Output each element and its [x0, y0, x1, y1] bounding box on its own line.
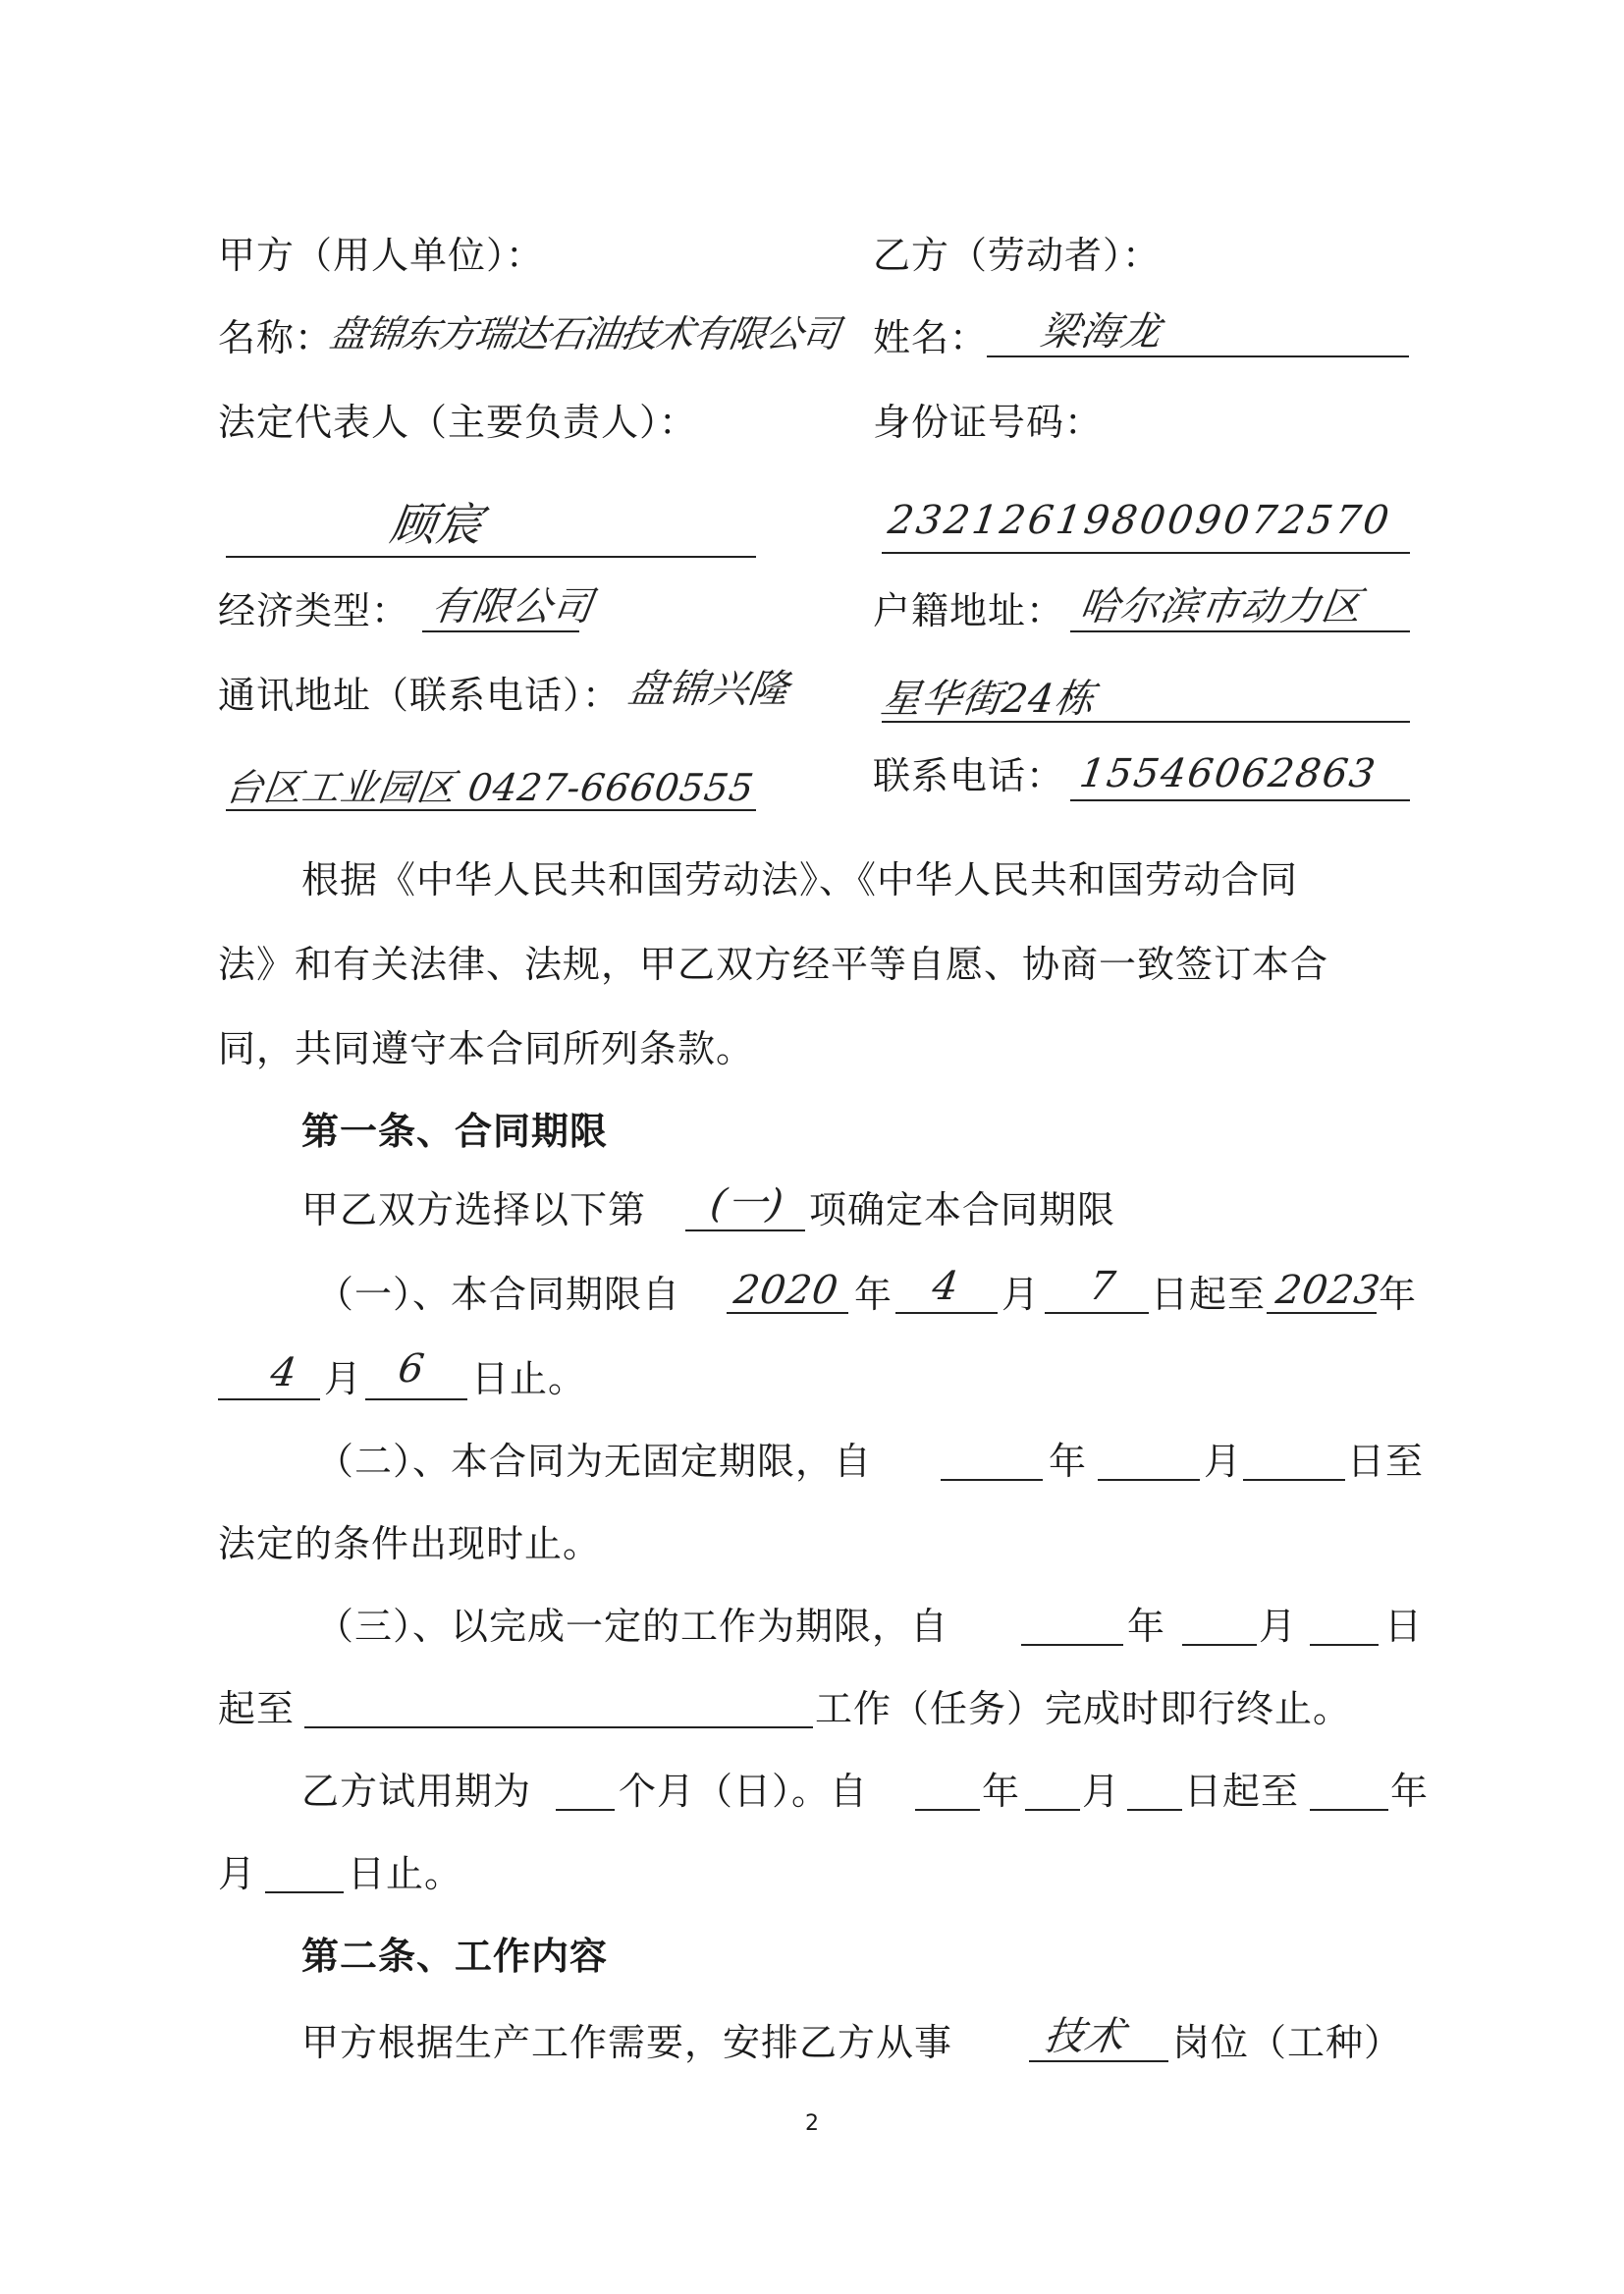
party-a-econ-label: 经济类型：	[218, 589, 410, 632]
party-b-phone-label: 联系电话：	[873, 754, 1065, 797]
option-2-day-underline	[1243, 1479, 1345, 1481]
trial-end-year-underline	[1310, 1809, 1388, 1811]
party-a-name-label: 名称：	[218, 316, 334, 359]
trial-mid: 个月（日）。自	[619, 1770, 869, 1813]
zhi-label: 日至	[1347, 1440, 1425, 1483]
option-3-month-underline	[1182, 1644, 1257, 1646]
day-label: 日	[1384, 1605, 1424, 1648]
option-1-end-year-underline	[1267, 1312, 1377, 1314]
intro-line-2: 法》和有关法律、法规，甲乙双方经平等自愿、协商一致签订本合	[218, 943, 1329, 986]
month-label-5: 月	[1082, 1770, 1121, 1813]
option-3-pre: （三）、以完成一定的工作为期限，自	[316, 1605, 949, 1648]
month-label-4: 月	[1259, 1605, 1298, 1648]
option-3-qi: 起至	[218, 1687, 296, 1730]
option-1-start-month: 4	[929, 1264, 962, 1309]
party-b-name-value: 梁海龙	[1037, 309, 1165, 355]
party-a-rep-value: 顾宸	[387, 498, 487, 551]
option-1-start-month-underline	[895, 1312, 998, 1314]
trial-length-underline	[556, 1809, 615, 1811]
party-b-hukou-value-1: 哈尔滨市动力区	[1076, 584, 1366, 629]
party-b-id-underline	[882, 552, 1410, 554]
party-a-heading: 甲方（用人单位）：	[218, 234, 545, 277]
party-b-hukou-underline-1	[1070, 630, 1410, 632]
party-a-econ-value: 有限公司	[428, 584, 597, 629]
option-1-start-day: 7	[1086, 1264, 1119, 1309]
party-a-econ-underline	[422, 630, 579, 632]
month-label: 月	[1001, 1273, 1041, 1316]
option-2-month-underline	[1098, 1479, 1200, 1481]
trial-end-day-underline	[265, 1891, 344, 1893]
article-1-choice-post: 项确定本合同期限	[809, 1188, 1116, 1231]
article-1-choice-value: (一)	[707, 1181, 787, 1227]
option-1-pre: （一）、本合同期限自	[316, 1273, 681, 1316]
article-1-choice-underline	[685, 1229, 805, 1231]
article-2-line-post: 岗位（工种）	[1172, 2021, 1403, 2064]
party-b-name-label: 姓名：	[873, 316, 989, 359]
year-label-3: 年	[1049, 1440, 1088, 1483]
article-2-title: 第二条、工作内容	[301, 1935, 609, 1978]
year-label: 年	[854, 1273, 893, 1316]
party-a-rep-label: 法定代表人（主要负责人）：	[218, 401, 698, 444]
option-3-day-underline	[1310, 1644, 1379, 1646]
party-a-name-value: 盘锦东方瑞达石油技术有限公司	[326, 312, 842, 355]
option-1-start-day-underline	[1045, 1312, 1149, 1314]
option-1-end-month: 4	[267, 1350, 300, 1395]
option-1-end-year: 2023	[1272, 1268, 1384, 1313]
end-label-2: 日止。	[348, 1852, 463, 1895]
party-a-address-value-2: 台区工业园区 0427-6660555	[222, 766, 757, 809]
party-b-phone-underline	[1070, 799, 1410, 801]
article-1-title: 第一条、合同期限	[301, 1110, 609, 1153]
option-1-end-month-underline	[218, 1398, 320, 1400]
option-1-end-day-underline	[365, 1398, 467, 1400]
year-label-2: 年	[1379, 1273, 1418, 1316]
year-label-4: 年	[1127, 1605, 1166, 1648]
trial-pre: 乙方试用期为	[301, 1770, 532, 1813]
month-label-6: 月	[218, 1852, 257, 1895]
option-3-task-underline	[304, 1726, 813, 1728]
option-1-start-year-underline	[727, 1312, 848, 1314]
party-b-id-value: 232126198009072570	[885, 498, 1395, 543]
year-label-6: 年	[1390, 1770, 1430, 1813]
article-1-choice-pre: 甲乙双方选择以下第	[301, 1188, 647, 1231]
option-2-pre: （二）、本合同为无固定期限，自	[316, 1440, 873, 1483]
option-3-year-underline	[1021, 1644, 1123, 1646]
option-3-post: 工作（任务）完成时即行终止。	[815, 1687, 1352, 1730]
trial-start-month-underline	[1025, 1809, 1080, 1811]
trial-start-day-underline	[1127, 1809, 1182, 1811]
option-2-year-underline	[941, 1479, 1043, 1481]
trial-start-year-underline	[915, 1809, 980, 1811]
party-b-heading: 乙方（劳动者）：	[873, 234, 1162, 277]
party-a-address-value-1: 盘锦兴隆	[624, 667, 793, 712]
qizhi-label: 日起至	[1151, 1273, 1267, 1316]
end-label: 日止。	[471, 1357, 587, 1400]
party-b-hukou-label: 户籍地址：	[873, 589, 1065, 632]
party-b-hukou-underline-2	[882, 721, 1410, 723]
intro-line-3: 同，共同遵守本合同所列条款。	[218, 1027, 755, 1070]
intro-line-1: 根据《中华人民共和国劳动法》、《中华人民共和国劳动合同	[301, 858, 1299, 901]
month-label-2: 月	[324, 1357, 363, 1400]
party-a-address-label: 通讯地址（联系电话）：	[218, 674, 622, 717]
article-2-position-value: 技术	[1041, 2014, 1129, 2059]
qizhi-label-2: 日起至	[1184, 1770, 1300, 1813]
article-2-line-pre: 甲方根据生产工作需要，安排乙方从事	[301, 2021, 953, 2064]
option-1-start-year: 2020	[731, 1268, 842, 1313]
party-b-phone-value: 15546062863	[1076, 751, 1380, 796]
option-2-line-2: 法定的条件出现时止。	[218, 1522, 602, 1565]
party-b-id-label: 身份证号码：	[873, 401, 1104, 444]
party-b-name-underline	[987, 355, 1409, 357]
option-1-end-day: 6	[395, 1346, 428, 1392]
party-a-address-underline	[226, 809, 756, 811]
month-label-3: 月	[1204, 1440, 1243, 1483]
party-a-rep-underline	[226, 556, 756, 558]
article-2-position-underline	[1029, 2060, 1168, 2062]
page-number: 2	[805, 2111, 819, 2136]
year-label-5: 年	[982, 1770, 1021, 1813]
party-b-hukou-value-2: 星华街24栋	[878, 677, 1099, 722]
